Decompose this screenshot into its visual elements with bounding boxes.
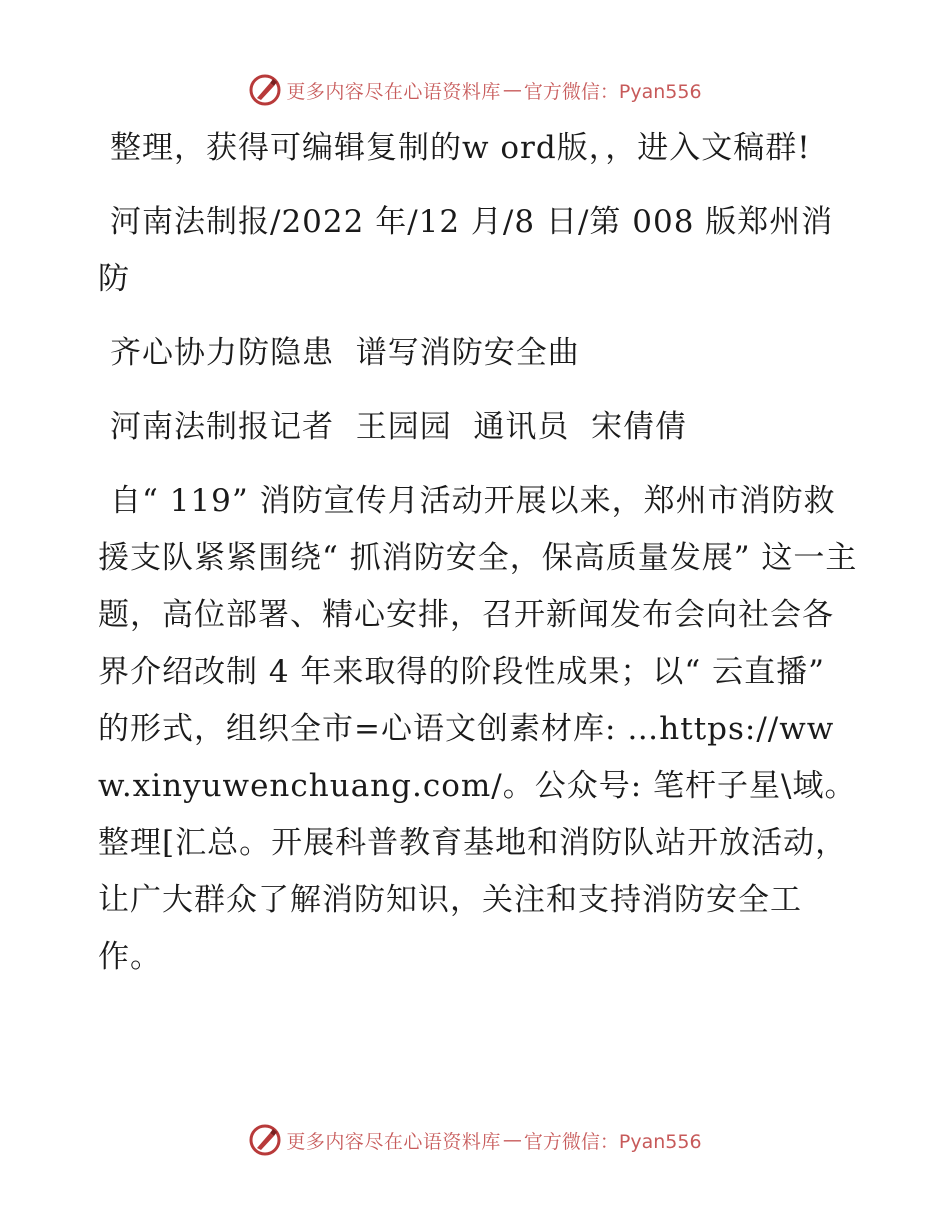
watermark-main-text: 更多内容尽在心语资料库: [286, 1130, 501, 1153]
watermark-header: [0, 70, 950, 110]
watermark-footer: [0, 1120, 950, 1160]
watermark-dash: —: [502, 1129, 522, 1151]
pen-logo-icon: [248, 1123, 282, 1157]
article-title: 齐心协力防隐患 谱写消防安全曲: [110, 335, 580, 371]
watermark-main-text: 更多内容尽在心语资料库: [286, 80, 501, 103]
watermark-wechat-text: 官方微信：Pyan556: [523, 80, 702, 103]
body-paragraph: 自“ 119” 消防宣传月活动开展以来，郑州市消防救援支队紧紧围绕“ 抓消防安全，保高质量发展” 这一主题，高位部署、精心安排，召开新闻发布会向社会各界介绍改制 4 年来取得的阶段性成果；以“ 云直播” 的形式，组织全市=心语文创素材库: …https://www.xinyuwenchuang.com/。公众号: 笔杆子星\域。整理[汇总。开展科普教育基地和消防队站开放活动，让广大群众了解消防知识，关注和支持消防安全工作。: [98, 483, 858, 975]
byline: 河南法制报记者 王园园 通讯员 宋倩倩: [110, 409, 688, 445]
watermark-dash: —: [502, 79, 522, 101]
pen-logo-icon: [248, 73, 282, 107]
document-body: [98, 120, 858, 1003]
watermark-wechat-text: 官方微信：Pyan556: [523, 1130, 702, 1153]
intro-paragraph: 整理，获得可编辑复制的w ord版，，进入文稿群!: [110, 130, 811, 166]
source-line: 河南法制报/2022 年/12 月/8 日/第 008 版郑州消防: [98, 204, 834, 297]
